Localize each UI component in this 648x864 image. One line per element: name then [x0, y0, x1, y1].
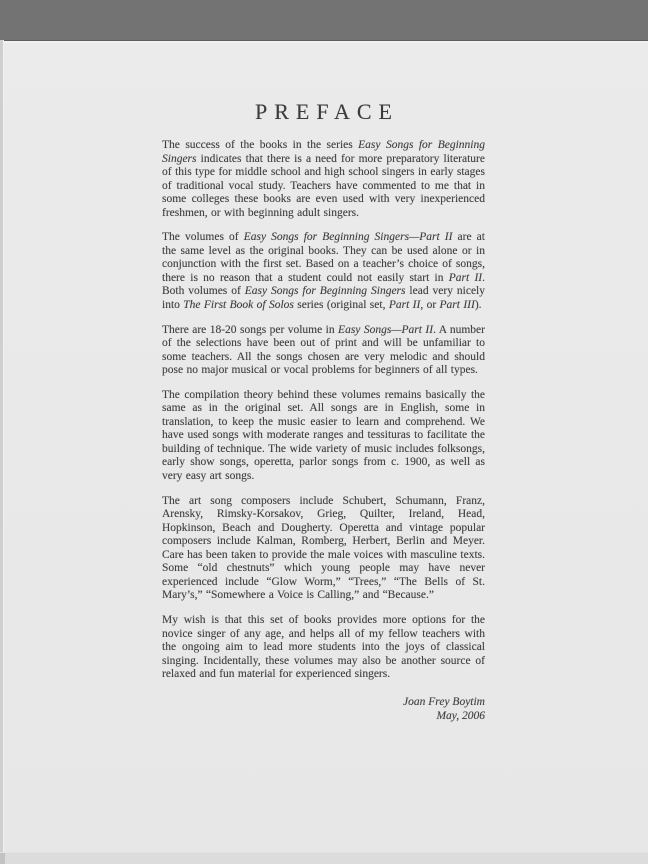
signature-name: Joan Frey Boytim — [403, 695, 485, 708]
page-title: PREFACE — [255, 99, 399, 124]
page-corner-notch — [0, 853, 5, 864]
preface-paragraph-4: The compilation theory behind these volumes remains basically the same as in the original set. All songs are in English, some in translation, to keep the music easier to learn and comprehend. We have used songs with moderate ranges and tessituras to facilitate the building of technique. The wide variety of music includes folksongs, early show songs, operetta, parlor songs from c. 1900, as well as very easy art songs. — [162, 388, 485, 483]
signature-date: May, 2006 — [436, 709, 485, 722]
preface-paragraph-2: The volumes of Easy Songs for Beginning Singers—Part II are at the same level as the original books. They can be used alone or in conjunction with the first set. Based on a teacher’s choice of songs, there is no reason that a student could not easily start in Part II. Both volumes of Easy Songs for Beginning Singers lead very nicely into The First Book of Solos series (original set, Part II, or Part III). — [162, 231, 485, 312]
preface-paragraph-1: The success of the books in the series Easy Songs for Beginning Singers indicates that there is a need for more preparatory literature of this type for middle school and high school singers in early stages of traditional vocal study. Teachers have commented to me that in some colleges these books are even used with very inexperienced freshmen, or with beginning adult singers. — [162, 139, 485, 219]
scanner-bed-band — [0, 0, 648, 41]
book-page-content — [162, 96, 485, 723]
preface-paragraph-5: The art song composers include Schubert, Schumann, Franz, Arensky, Rimsky-Korsakov, Grieg, Quilter, Ireland, Head, Hopkinson, Beach and Dougherty. Operetta and vintage popular composers include Kalman, Romberg, Herbert, Berlin and Meyer. Care has been taken to provide the male voices with masculine texts. Some “old chestnuts” which young people may have never experienced include “Glow Worm,” “Trees,” “The Bells of St. Mary’s,” “Somewhere a Voice is Calling,” and “Because.” — [162, 494, 485, 602]
page-left-edge-shadow — [0, 40, 4, 864]
page-bottom-edge-shadow — [0, 852, 648, 864]
preface-paragraph-3: There are 18-20 songs per volume in Easy Songs—Part II. A number of the selections have been out of print and will be unfamiliar to some teachers. All the songs chosen are very melodic and should pose no major musical or vocal problems for beginners of all types. — [162, 323, 485, 377]
signature-block — [162, 695, 485, 723]
preface-body — [162, 139, 485, 682]
preface-paragraph-6: My wish is that this set of books provides more options for the novice singer of any age, and helps all of my fellow teachers with the ongoing aim to lead more students into the joys of classical singing. Incidentally, these volumes may also be another source of relaxed and fun material for experienced singers. — [162, 613, 485, 681]
